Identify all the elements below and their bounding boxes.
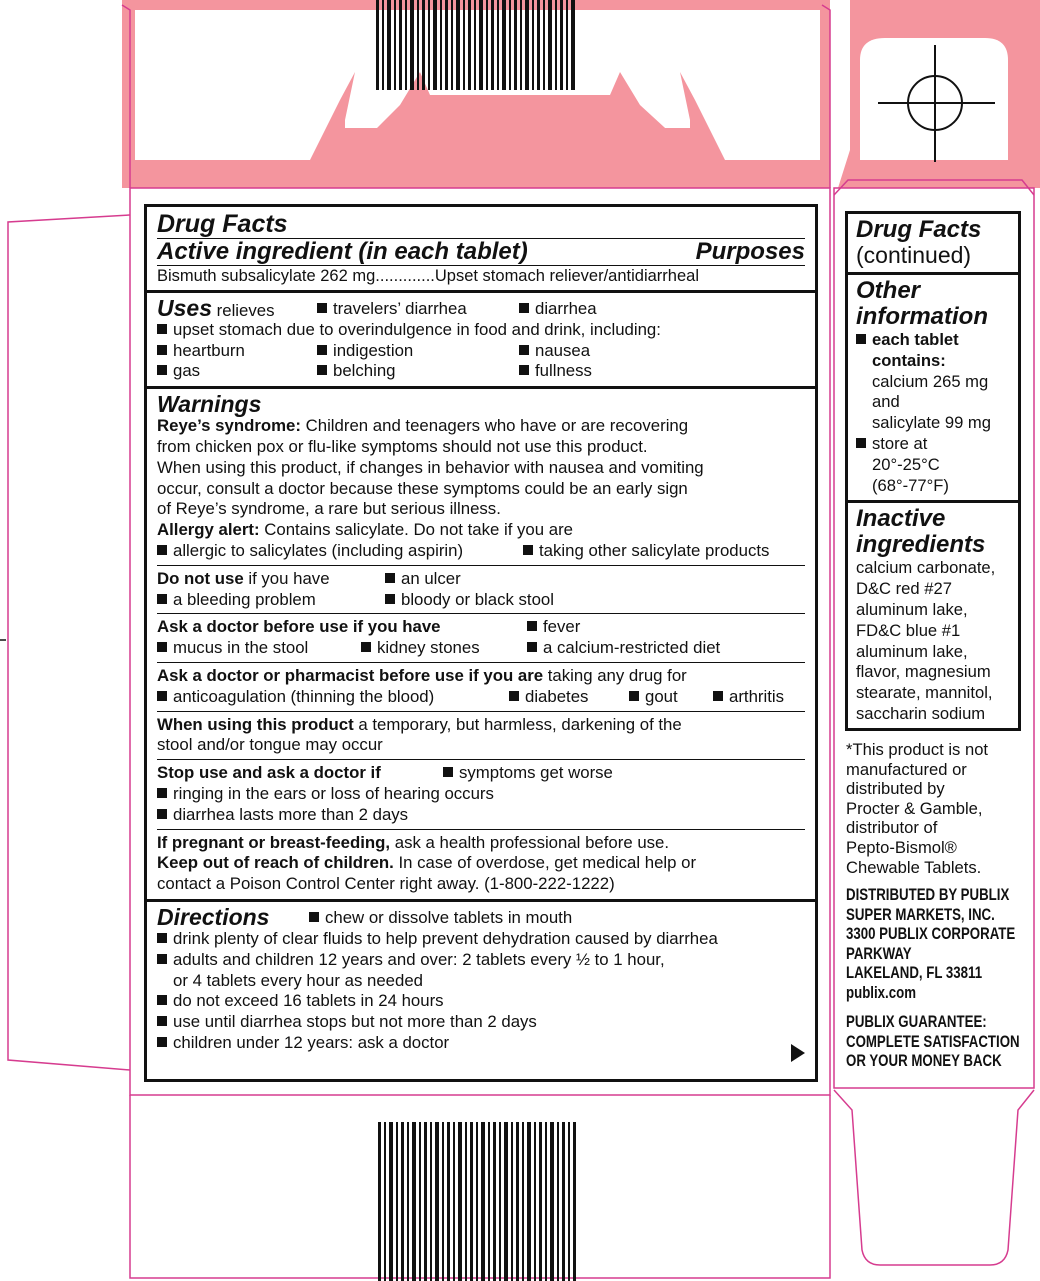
storage-celsius: 20°-25°C [872, 454, 940, 474]
guarantee-info [846, 1012, 1025, 1071]
bullet-icon [157, 324, 167, 334]
inactive-line: saccharin sodium [856, 703, 986, 723]
bullet-icon [523, 545, 533, 555]
allergy-text: Contains salicylate. Do not take if you are [259, 520, 574, 540]
bullet-icon [157, 933, 167, 943]
reye-text: occur, consult a doctor because these symptoms could be an early sign [157, 478, 688, 498]
stop-use-label: Stop use and ask a doctor if [157, 763, 381, 783]
reye-text: When using this product, if changes in behavior with nausea and vomiting [157, 457, 704, 477]
inactive-line: aluminum lake, [856, 641, 968, 661]
bullet-icon [519, 345, 529, 355]
inactive-line: D&C red #27 [856, 579, 952, 599]
keep-out-text: contact a Poison Control Center right away. (1-800-222-1222) [157, 874, 615, 894]
distributor-info [846, 885, 1025, 1003]
bullet-icon [157, 1037, 167, 1047]
bullet-icon [856, 438, 866, 448]
bullet-icon [157, 995, 167, 1005]
bullet-icon [157, 594, 167, 604]
bullet-icon [509, 691, 519, 701]
bullet-icon [385, 594, 395, 604]
drug-facts-continued-panel [845, 211, 1021, 731]
bullet-icon [157, 642, 167, 652]
bullet-icon [157, 954, 167, 964]
purposes-heading: Purposes [695, 238, 805, 265]
do-not-use-text: if you have [243, 568, 330, 588]
inactive-line: stearate, mannitol, [856, 683, 993, 703]
reye-text: from chicken pox or flu-like symptoms should not use this product. [157, 436, 648, 456]
active-ingredient-header [157, 238, 805, 265]
storage-text: store at [872, 433, 928, 453]
uses-item: travelers’ diarrhea [333, 298, 467, 318]
keep-out-text: In case of overdose, get medical help or [393, 853, 697, 873]
uses-item: upset stomach due to overindulgence in food and drink, including: [173, 319, 661, 339]
ask-pharmacist-label: Ask a doctor or pharmacist before use if you are [157, 665, 544, 685]
when-using-label: When using this product [157, 714, 354, 734]
warnings-heading: Warnings [157, 391, 262, 418]
directions-section [147, 902, 815, 1070]
other-info-heading: Other [856, 277, 921, 304]
other-info-heading: information [856, 303, 988, 330]
bullet-icon [527, 642, 537, 652]
salicylate-value: salicylate 99 mg [872, 413, 991, 433]
disclaimer-line: distributor of [846, 818, 938, 838]
bullet-icon [519, 303, 529, 313]
bullet-icon [157, 365, 167, 375]
bullet-icon [157, 691, 167, 701]
uses-item: fullness [535, 361, 592, 381]
continued-header [848, 214, 1018, 275]
guarantee-line: OR YOUR MONEY BACK [846, 1051, 1002, 1071]
uses-item: belching [333, 361, 396, 381]
directions-item: do not exceed 16 tablets in 24 hours [173, 991, 444, 1011]
each-tablet-label: each tablet [872, 330, 959, 349]
keep-out-label: Keep out of reach of children. [157, 853, 394, 873]
uses-item: nausea [535, 340, 591, 360]
inactive-line: aluminum lake, [856, 599, 968, 619]
allergy-item: allergic to salicylates (including aspirin) [173, 540, 464, 560]
distributor-website: publix.com [846, 982, 916, 1002]
bullet-icon [443, 767, 453, 777]
disclaimer-line: *This product is not [846, 740, 989, 759]
ask-pharmacist-item: gout [645, 686, 678, 706]
bullet-icon [713, 691, 723, 701]
bullet-icon [157, 809, 167, 819]
ask-doctor-block [157, 613, 805, 659]
pregnancy-label: If pregnant or breast-feeding, [157, 832, 391, 852]
calcium-value: calcium 265 mg [872, 371, 989, 391]
bullet-icon [317, 365, 327, 375]
drug-facts-continued-title: Drug Facts [856, 216, 982, 243]
bullet-icon [361, 642, 371, 652]
disclaimer-line: Chewable Tablets. [846, 857, 982, 877]
distributor-line: 3300 PUBLIX CORPORATE [846, 924, 1016, 944]
bullet-icon [157, 345, 167, 355]
warnings-section [147, 389, 815, 902]
do-not-use-item: a bleeding problem [173, 589, 316, 609]
do-not-use-label: Do not use [157, 568, 244, 588]
bullet-icon [629, 691, 639, 701]
disclaimer-text [846, 740, 1031, 877]
stop-use-item: symptoms get worse [459, 763, 613, 783]
uses-item: diarrhea [535, 298, 597, 318]
other-information-section [848, 275, 1018, 503]
when-using-block [157, 711, 805, 757]
disclaimer-line: distributed by [846, 779, 945, 799]
stop-use-block [157, 759, 805, 825]
disclaimer-line: Pepto-Bismol® [846, 837, 957, 857]
directions-heading: Directions [157, 903, 270, 930]
stop-use-item: diarrhea lasts more than 2 days [173, 804, 409, 824]
disclaimer-line: Procter & Gamble, [846, 798, 983, 818]
bullet-icon [856, 334, 866, 344]
when-using-text: a temporary, but harmless, darkening of the [353, 714, 682, 734]
inactive-line: flavor, magnesium [856, 662, 991, 682]
do-not-use-item: bloody or black stool [401, 589, 554, 609]
ask-pharmacist-item: diabetes [525, 686, 589, 706]
distributor-line: PARKWAY [846, 943, 912, 963]
ask-pharmacist-block [157, 662, 805, 708]
inactive-ingredients-section [848, 503, 1018, 728]
active-ingredient-section [147, 207, 815, 293]
directions-item: children under 12 years: ask a doctor [173, 1032, 450, 1052]
bullet-icon [157, 545, 167, 555]
reye-label: Reye’s syndrome: [157, 416, 301, 436]
each-tablet-text: and [872, 392, 900, 412]
bullet-icon [157, 788, 167, 798]
inactive-line: FD&C blue #1 [856, 620, 961, 640]
do-not-use-item: an ulcer [401, 568, 461, 588]
ask-pharmacist-text: taking any drug for [543, 665, 687, 685]
distributor-line: SUPER MARKETS, INC. [846, 904, 995, 924]
guarantee-line: COMPLETE SATISFACTION [846, 1031, 1020, 1051]
bullet-icon [157, 1016, 167, 1026]
drug-facts-panel [144, 204, 818, 1082]
inactive-line: calcium carbonate, [856, 558, 996, 578]
bullet-icon [385, 573, 395, 583]
when-using-text: stool and/or tongue may occur [157, 735, 383, 755]
drug-facts-title: Drug Facts [157, 210, 288, 238]
directions-item: drink plenty of clear fluids to help prevent dehydration caused by diarrhea [173, 928, 718, 948]
directions-item-continued: or 4 tablets every hour as needed [173, 970, 424, 990]
uses-heading: Uses [157, 294, 212, 321]
distributor-line: LAKELAND, FL 33811 [846, 963, 983, 983]
ask-doctor-label: Ask a doctor before use if you have [157, 617, 441, 637]
continued-label: (continued) [856, 242, 972, 268]
uses-item: indigestion [333, 340, 414, 360]
barcode-bottom-icon [378, 1122, 576, 1281]
active-ingredient-line: Bismuth subsalicylate 262 mg.............Upset stomach reliever/antidiarrheal [157, 265, 805, 286]
pregnancy-text: ask a health professional before use. [390, 832, 670, 852]
directions-item: use until diarrhea stops but not more than 2 days [173, 1012, 537, 1032]
directions-item: adults and children 12 years and over: 2 tablets every ½ to 1 hour, [173, 949, 665, 969]
ask-doctor-item: mucus in the stool [173, 638, 309, 658]
ask-pharmacist-item: anticoagulation (thinning the blood) [173, 686, 435, 706]
reye-text: Children and teenagers who have or are recovering [300, 416, 689, 436]
ask-doctor-item: kidney stones [377, 638, 480, 658]
ask-pharmacist-item: arthritis [729, 686, 785, 706]
bullet-icon [527, 621, 537, 631]
bullet-icon [519, 365, 529, 375]
guarantee-line: PUBLIX GUARANTEE: [846, 1012, 987, 1031]
inactive-heading: ingredients [856, 531, 986, 559]
continue-arrow-icon [791, 1044, 805, 1062]
allergy-item: taking other salicylate products [539, 540, 770, 560]
ask-doctor-item: fever [543, 617, 581, 637]
uses-item: heartburn [173, 340, 245, 360]
bullet-icon [309, 912, 319, 922]
disclaimer-line: manufactured or [846, 759, 967, 779]
uses-lead: relieves [211, 300, 275, 320]
bullet-icon [317, 345, 327, 355]
uses-item: gas [173, 361, 201, 381]
stop-use-item: ringing in the ears or loss of hearing occurs [173, 783, 494, 803]
distributor-line: DISTRIBUTED BY PUBLIX [846, 885, 1010, 904]
pregnancy-block [157, 829, 805, 895]
do-not-use-block [157, 565, 805, 611]
ask-doctor-item: a calcium-restricted diet [543, 638, 721, 658]
bullet-icon [317, 303, 327, 313]
inactive-heading: Inactive [856, 505, 946, 533]
reye-text: of Reye’s syndrome, a rare but serious illness. [157, 499, 501, 519]
active-ingredient-heading: Active ingredient (in each tablet) [157, 238, 528, 265]
directions-item: chew or dissolve tablets in mouth [325, 907, 573, 927]
storage-fahrenheit: (68°-77°F) [872, 475, 949, 495]
uses-section [147, 293, 815, 389]
allergy-label: Allergy alert: [157, 520, 260, 540]
each-tablet-label: contains: [872, 350, 946, 370]
